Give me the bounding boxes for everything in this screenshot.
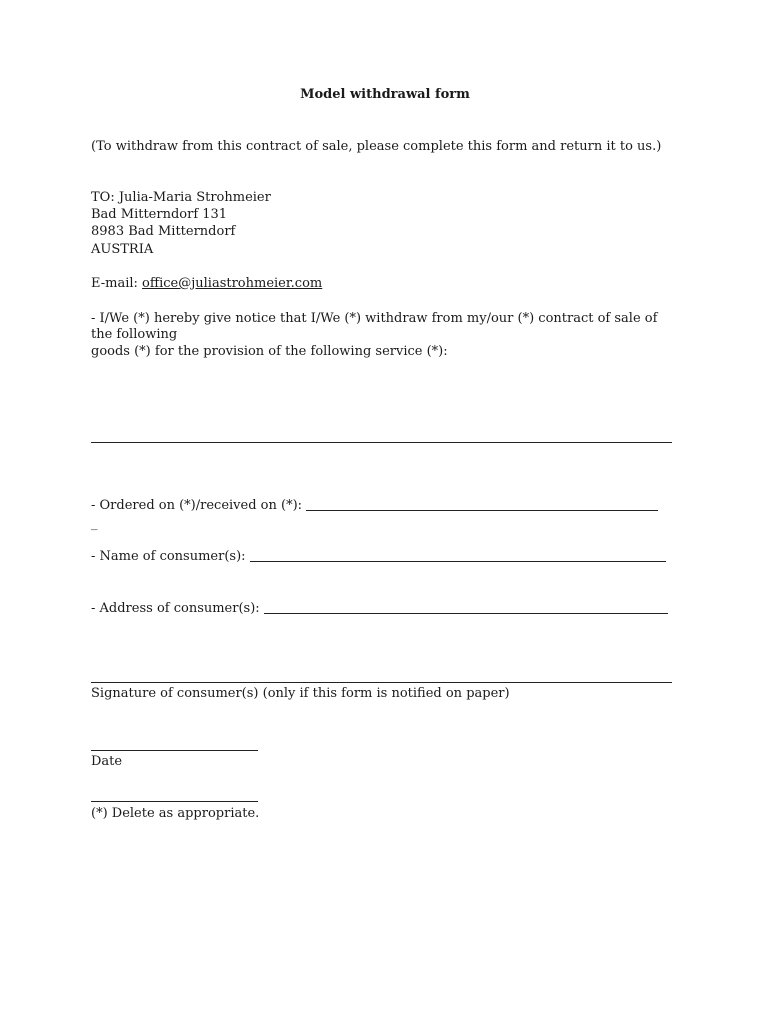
email-line <box>91 275 322 292</box>
name-input-line[interactable] <box>250 561 666 562</box>
goods-entry-line[interactable] <box>91 442 672 443</box>
recipient-city: 8983 Bad Mitterndorf <box>91 224 236 239</box>
recipient-country: AUSTRIA <box>91 242 154 257</box>
ordered-overflow: _ <box>91 516 98 531</box>
notice-line-2: the following <box>91 327 178 342</box>
footnote: (*) Delete as appropriate. <box>91 806 260 821</box>
address-input-line[interactable] <box>264 613 668 614</box>
address-field <box>91 600 668 617</box>
ordered-field <box>91 497 658 514</box>
email-label: E-mail: <box>91 276 143 291</box>
address-label: - Address of consumer(s): <box>91 601 260 616</box>
notice-line-1: - I/We (*) hereby give notice that I/We (*) withdraw from my/our (*) contract of sale of <box>91 311 658 326</box>
email-link[interactable]: office@juliastrohmeier.com <box>142 276 323 291</box>
date-label: Date <box>91 754 123 769</box>
ordered-label: - Ordered on (*)/received on (*): <box>91 498 303 513</box>
recipient-street: Bad Mitterndorf 131 <box>91 207 228 222</box>
intro-text: (To withdraw from this contract of sale, please complete this form and return it to us.) <box>91 139 662 154</box>
signature-line[interactable] <box>91 682 672 683</box>
notice-line-3: goods (*) for the provision of the following service (*): <box>91 344 448 359</box>
signature-label: Signature of consumer(s) (only if this form is notified on paper) <box>91 686 510 701</box>
ordered-input-line[interactable] <box>306 510 658 511</box>
name-field <box>91 548 666 565</box>
name-label: - Name of consumer(s): <box>91 549 246 564</box>
footnote-divider <box>91 801 258 802</box>
recipient-name: TO: Julia-Maria Strohmeier <box>91 190 271 205</box>
form-title: Model withdrawal form <box>300 87 470 102</box>
date-line[interactable] <box>91 750 258 751</box>
